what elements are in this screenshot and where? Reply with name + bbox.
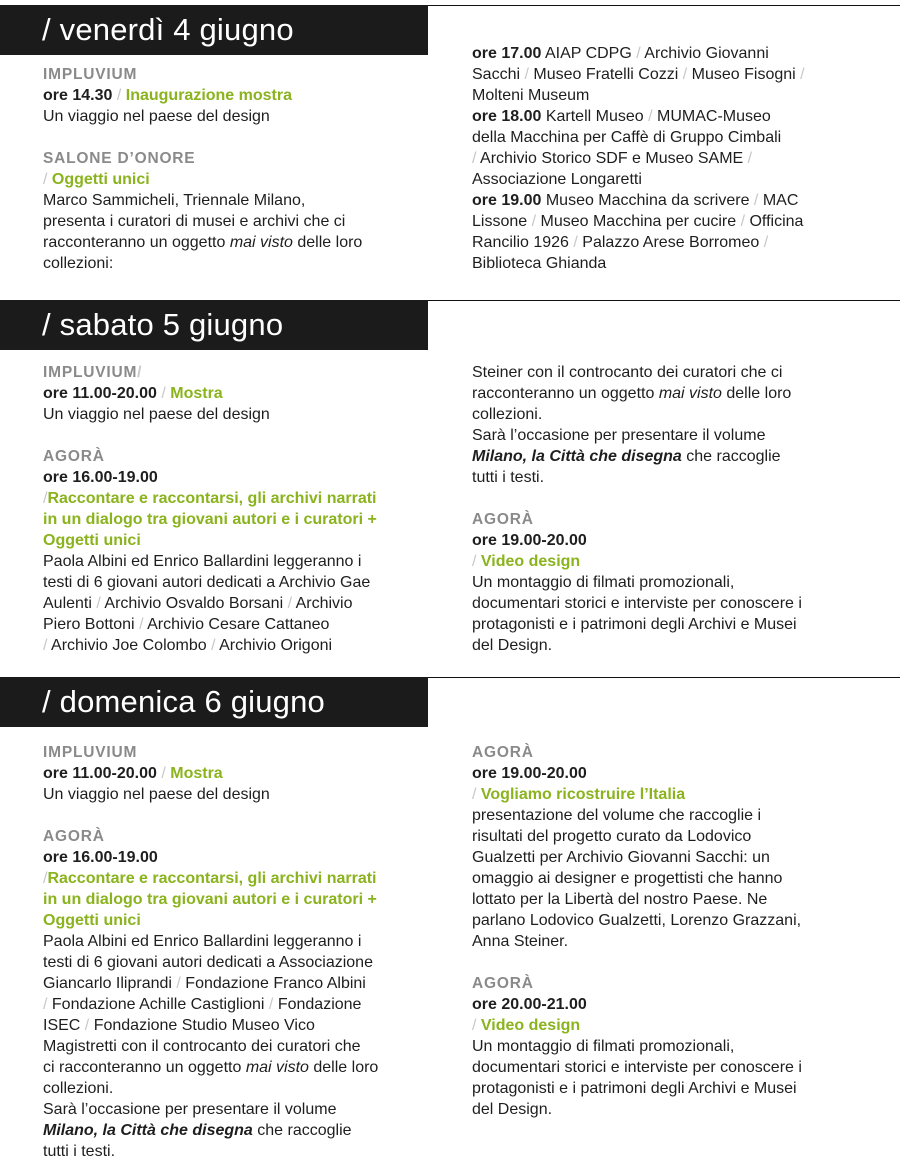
event-description	[43, 1015, 438, 1036]
event-title: Vogliamo ricostruire l’Italia	[480, 786, 686, 803]
text: Rancilio 1926	[472, 234, 574, 251]
time-label: ore 11.00-20.00	[43, 765, 157, 782]
event-description: protagonisti e i patrimoni degli Archivi e Musei	[472, 1080, 797, 1097]
separator: /	[472, 553, 477, 570]
right-column	[472, 742, 872, 1120]
separator: /	[43, 996, 48, 1013]
event-description: Marco Sammicheli, Triennale Milano,	[43, 192, 306, 209]
schedule-line	[472, 148, 872, 169]
text: Archivio Storico SDF e Museo SAME	[476, 150, 748, 167]
right-column	[472, 362, 872, 656]
day-title: / domenica 6 giugno	[0, 677, 428, 727]
separator: /	[472, 786, 477, 803]
separator: /	[763, 234, 769, 251]
event-description: testi di 6 giovani autori dedicati a Associazione	[43, 954, 373, 971]
time-label: ore 11.00-20.00	[43, 385, 157, 402]
separator: /	[43, 870, 48, 887]
text: Archivio Osvaldo Borsani	[100, 595, 288, 612]
event-description	[43, 593, 438, 614]
event-description: Steiner con il controcanto dei curatori che ci	[472, 364, 783, 381]
separator: /	[648, 108, 653, 125]
time-label: ore 14.30	[43, 87, 113, 104]
text: Fondazione	[273, 996, 362, 1013]
event-description: Sarà l’occasione per presentare il volume	[472, 427, 766, 444]
event-line	[472, 551, 872, 572]
separator: /	[268, 996, 274, 1013]
separator: /	[753, 192, 759, 209]
text: MAC	[758, 192, 799, 209]
venue-label: SALONE D’ONORE	[43, 150, 196, 167]
event-description: Un montaggio di filmati promozionali,	[472, 1038, 735, 1055]
time-label: ore 19.00-20.00	[472, 765, 587, 782]
text: Fondazione Franco Albini	[180, 975, 366, 992]
event-description: presentazione del volume che raccoglie i	[472, 807, 762, 824]
text: racconteranno un oggetto	[43, 234, 230, 251]
event-description	[43, 1057, 438, 1078]
text: ci racconteranno un oggetto	[43, 1059, 246, 1076]
separator: /	[472, 1017, 477, 1034]
event-description: documentari storici e interviste per conoscere i	[472, 595, 802, 612]
time-label: ore 17.00	[472, 45, 542, 62]
text-italic: mai visto	[229, 234, 293, 251]
event-description	[43, 973, 438, 994]
event-title: Oggetti unici	[43, 912, 141, 929]
event-description: Anna Steiner.	[472, 933, 569, 950]
event-description: del Design.	[472, 1101, 553, 1118]
event-description: testi di 6 giovani autori dedicati a Archivio Gae	[43, 574, 371, 591]
event-line	[472, 1015, 872, 1036]
schedule-line: Biblioteca Ghianda	[472, 255, 607, 272]
schedule-line	[472, 190, 872, 211]
text: Museo Macchina per cucire	[536, 213, 741, 230]
event-title: Video design	[480, 553, 581, 570]
separator: /	[96, 595, 101, 612]
text: racconteranno un oggetto	[472, 385, 659, 402]
event-description: risultati del progetto curato da Lodovico	[472, 828, 752, 845]
text: Aulenti	[43, 595, 97, 612]
event-description: Un viaggio nel paese del design	[43, 786, 270, 803]
separator: /	[139, 616, 144, 633]
event-description: parlano Lodovico Gualzetti, Lorenzo Grazzani,	[472, 912, 802, 929]
text: Museo Macchina da scrivere	[541, 192, 754, 209]
separator: /	[531, 213, 537, 230]
event-description	[43, 1120, 438, 1141]
text: Giancarlo Iliprandi	[43, 975, 177, 992]
venue-label: AGORÀ	[472, 975, 534, 992]
right-column	[472, 43, 872, 274]
day-title: / venerdì 4 giugno	[0, 5, 428, 55]
schedule-line: della Macchina per Caffè di Gruppo Cimbali	[472, 129, 782, 146]
event-description: protagonisti e i patrimoni degli Archivi e Musei	[472, 616, 797, 633]
separator: /	[740, 213, 746, 230]
separator: /	[137, 364, 143, 381]
schedule-line	[472, 232, 872, 253]
text: Archivio Cesare Cattaneo	[143, 616, 330, 633]
time-label: ore 16.00-19.00	[43, 849, 158, 866]
separator: /	[161, 765, 166, 782]
event-description	[43, 994, 438, 1015]
event-title: in un dialogo tra giovani autori e i curatori +	[43, 891, 377, 908]
event-title: Video design	[480, 1017, 581, 1034]
event-description: Un montaggio di filmati promozionali,	[472, 574, 735, 591]
time-label: ore 16.00-19.00	[43, 469, 158, 486]
event-line	[43, 488, 438, 509]
event-description: collezioni.	[43, 1080, 114, 1097]
event-title: Mostra	[170, 765, 223, 782]
schedule-line: Associazione Longaretti	[472, 171, 642, 188]
separator: /	[161, 385, 166, 402]
text: che raccoglie	[681, 448, 781, 465]
text: Kartell Museo	[541, 108, 649, 125]
event-title: Oggetti unici	[43, 532, 141, 549]
text: Archivio Giovanni	[640, 45, 769, 62]
book-title: Milano, la Città che disegna	[43, 1122, 253, 1139]
event-description: Sarà l’occasione per presentare il volume	[43, 1101, 337, 1118]
schedule-line	[472, 43, 872, 64]
text: Museo Fratelli Cozzi	[528, 66, 683, 83]
event-line	[43, 169, 433, 190]
time-label: ore 19.00-20.00	[472, 532, 587, 549]
book-title: Milano, la Città che disegna	[472, 448, 682, 465]
separator: /	[211, 637, 216, 654]
event-line	[472, 784, 872, 805]
text: ISEC	[43, 1017, 85, 1034]
separator: /	[800, 66, 805, 83]
venue-label	[43, 362, 438, 383]
event-title: Mostra	[170, 385, 223, 402]
text: IMPLUVIUM	[43, 364, 138, 381]
event-description	[43, 614, 438, 635]
separator: /	[176, 975, 181, 992]
separator: /	[636, 45, 641, 62]
text: Archivio	[292, 595, 353, 612]
schedule-line: Molteni Museum	[472, 87, 590, 104]
event-description	[43, 635, 438, 656]
event-description	[43, 232, 433, 253]
event-description: Un viaggio nel paese del design	[43, 406, 270, 423]
separator: /	[573, 234, 578, 251]
event-description: documentari storici e interviste per conoscere i	[472, 1059, 802, 1076]
event-description: Paola Albini ed Enrico Ballardini leggeranno i	[43, 553, 362, 570]
event-description: tutti i testi.	[472, 469, 545, 486]
left-column	[43, 742, 438, 1162]
separator: /	[43, 171, 48, 188]
event-description: del Design.	[472, 637, 553, 654]
event-title: Raccontare e raccontarsi, gli archivi narrati	[47, 490, 377, 507]
event-title: Inaugurazione mostra	[125, 87, 292, 104]
separator: /	[84, 1017, 90, 1034]
text: Lissone	[472, 213, 532, 230]
separator: /	[747, 150, 753, 167]
text: Fondazione Studio Museo Vico	[89, 1017, 315, 1034]
left-column	[43, 362, 438, 656]
event-description: Magistretti con il controcanto dei curatori che	[43, 1038, 361, 1055]
event-line	[43, 383, 438, 404]
text: Sacchi	[472, 66, 525, 83]
text: Piero Bottoni	[43, 616, 140, 633]
venue-label: AGORÀ	[472, 744, 534, 761]
time-label: ore 20.00-21.00	[472, 996, 587, 1013]
separator: /	[472, 150, 477, 167]
separator: /	[43, 490, 48, 507]
event-description: Paola Albini ed Enrico Ballardini leggeranno i	[43, 933, 362, 950]
event-line	[43, 85, 433, 106]
text: Palazzo Arese Borromeo	[577, 234, 764, 251]
event-description: Gualzetti per Archivio Giovanni Sacchi: un	[472, 849, 770, 866]
event-title: in un dialogo tra giovani autori e i curatori +	[43, 511, 377, 528]
left-column	[43, 64, 433, 274]
venue-label: IMPLUVIUM	[43, 66, 138, 83]
event-description	[472, 383, 872, 404]
text: delle loro	[721, 385, 792, 402]
event-description: omaggio ai designer e progettisti che hanno	[472, 870, 783, 887]
event-line	[43, 763, 438, 784]
text-italic: mai visto	[245, 1059, 309, 1076]
text: MUMAC-Museo	[652, 108, 771, 125]
event-description: collezioni.	[472, 406, 543, 423]
event-description: collezioni:	[43, 255, 114, 272]
event-description: tutti i testi.	[43, 1143, 116, 1160]
time-label: ore 18.00	[472, 108, 542, 125]
schedule-line	[472, 106, 872, 127]
event-title: Oggetti unici	[51, 171, 150, 188]
text: AIAP CDPG	[541, 45, 637, 62]
text: Officina	[745, 213, 804, 230]
schedule-line	[472, 64, 872, 85]
separator: /	[43, 637, 48, 654]
text: Archivio Origoni	[215, 637, 333, 654]
time-label: ore 19.00	[472, 192, 542, 209]
text: Museo Fisogni	[687, 66, 801, 83]
event-description	[472, 446, 872, 467]
separator: /	[287, 595, 293, 612]
day-title: / sabato 5 giugno	[0, 300, 428, 350]
schedule-line	[472, 211, 872, 232]
venue-label: AGORÀ	[472, 511, 534, 528]
event-line	[43, 868, 438, 889]
venue-label: AGORÀ	[43, 448, 105, 465]
venue-label: AGORÀ	[43, 828, 105, 845]
text: Fondazione Achille Castiglioni	[47, 996, 269, 1013]
event-description: presenta i curatori di musei e archivi che ci	[43, 213, 346, 230]
text: che raccoglie	[252, 1122, 352, 1139]
text: delle loro	[308, 1059, 379, 1076]
event-title: Raccontare e raccontarsi, gli archivi narrati	[47, 870, 377, 887]
text-italic: mai visto	[658, 385, 722, 402]
separator: /	[682, 66, 688, 83]
separator: /	[116, 87, 122, 104]
text: delle loro	[292, 234, 363, 251]
venue-label: IMPLUVIUM	[43, 744, 138, 761]
text: Archivio Joe Colombo	[47, 637, 212, 654]
separator: /	[524, 66, 529, 83]
event-description: Un viaggio nel paese del design	[43, 108, 270, 125]
event-description: lottato per la Libertà del nostro Paese. Ne	[472, 891, 768, 908]
